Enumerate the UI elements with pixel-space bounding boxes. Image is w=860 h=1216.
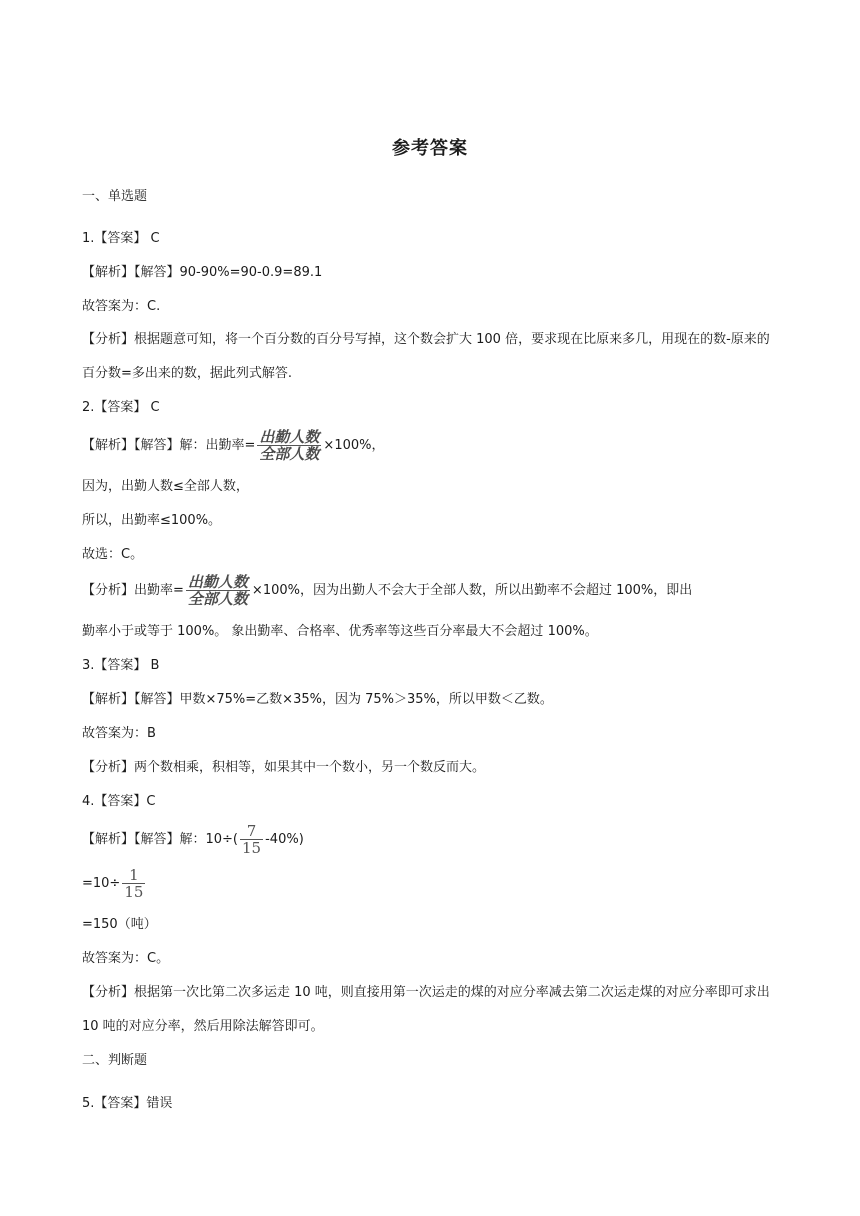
q4-answer: 4.【答案】C [82, 794, 156, 809]
q5-answer: 5.【答案】错误 [82, 1096, 173, 1111]
fraction-denominator: 全部人数 [187, 590, 248, 608]
q2-answer: 2.【答案】 C [82, 400, 160, 415]
q2-explain-prefix: 【分析】出勤率= [82, 583, 184, 598]
page-title: 参考答案 [392, 138, 468, 159]
q4-step3: =150（吨） [82, 917, 157, 932]
q4-step2-prefix: =10÷ [82, 876, 121, 891]
q1-analysis: 【解析】【解答】90-90%=90-0.9=89.1 [82, 265, 323, 280]
fraction-1-15 [122, 867, 145, 900]
q2-explain [82, 571, 692, 611]
q4-explain: 【分析】根据第一次比第二次多运走 10 吨，则直接用第一次运走的煤的对应分率减去第二次运走煤的对应分率即可求出 10 吨的对应分率，然后用除法解答即可。 [82, 985, 770, 1034]
q4-analysis-suffix: -40%) [265, 832, 304, 847]
fraction-denominator: 全部人数 [259, 445, 320, 463]
q1-conclusion: 故答案为：C. [82, 299, 161, 314]
fraction-numerator: 出勤人数 [259, 428, 320, 446]
section-heading-single-choice: 一、单选题 [82, 189, 148, 204]
q3-explain: 【分析】两个数相乘，积相等，如果其中一个数小，另一个数反而大。 [82, 760, 486, 775]
q2-line2: 因为，出勤人数≤全部人数， [82, 479, 249, 494]
q3-conclusion: 故答案为：B [82, 726, 156, 741]
q2-conclusion: 故选：C。 [82, 547, 144, 562]
section-heading-true-false: 二、判断题 [82, 1053, 148, 1068]
fraction-numerator: 1 [129, 866, 139, 884]
q3-answer: 3.【答案】 B [82, 658, 160, 673]
q1-answer: 1.【答案】 C [82, 231, 160, 246]
attendance-fraction [257, 429, 321, 462]
q2-explain-suffix: ×100%，因为出勤人不会大于全部人数，所以出勤率不会超过 100%，即出 [251, 583, 693, 598]
q4-conclusion: 故答案为：C。 [82, 951, 170, 966]
q1-explain: 【分析】根据题意可知，将一个百分数的百分号写掉，这个数会扩大 100 倍，要求现在比原来多几，用现在的数-原来的百分数=多出来的数，据此列式解答. [82, 332, 770, 381]
q2-analysis-prefix: 【解析】【解答】解：出勤率= [82, 438, 256, 453]
fraction-denominator: 15 [242, 839, 262, 857]
q3-analysis: 【解析】【解答】甲数×75%=乙数×35%，因为 75%＞35%，所以甲数＜乙数。 [82, 692, 553, 707]
fraction-denominator: 15 [124, 883, 144, 901]
q4-analysis [82, 822, 304, 858]
q2-explain-line2: 勤率小于或等于 100%。 象出勤率、合格率、优秀率等这些百分率最大不会超过 100%。 [82, 624, 598, 639]
q2-line3: 所以，出勤率≤100%。 [82, 513, 222, 528]
q4-analysis-prefix: 【解析】【解答】解：10÷( [82, 832, 239, 847]
fraction-numerator: 出勤人数 [187, 573, 248, 591]
attendance-fraction [186, 574, 250, 607]
q2-analysis-suffix: ×100%， [323, 438, 385, 453]
fraction-7-15 [240, 823, 263, 856]
fraction-numerator: 7 [246, 822, 257, 840]
q2-analysis [82, 426, 384, 466]
q4-step2 [82, 866, 147, 902]
